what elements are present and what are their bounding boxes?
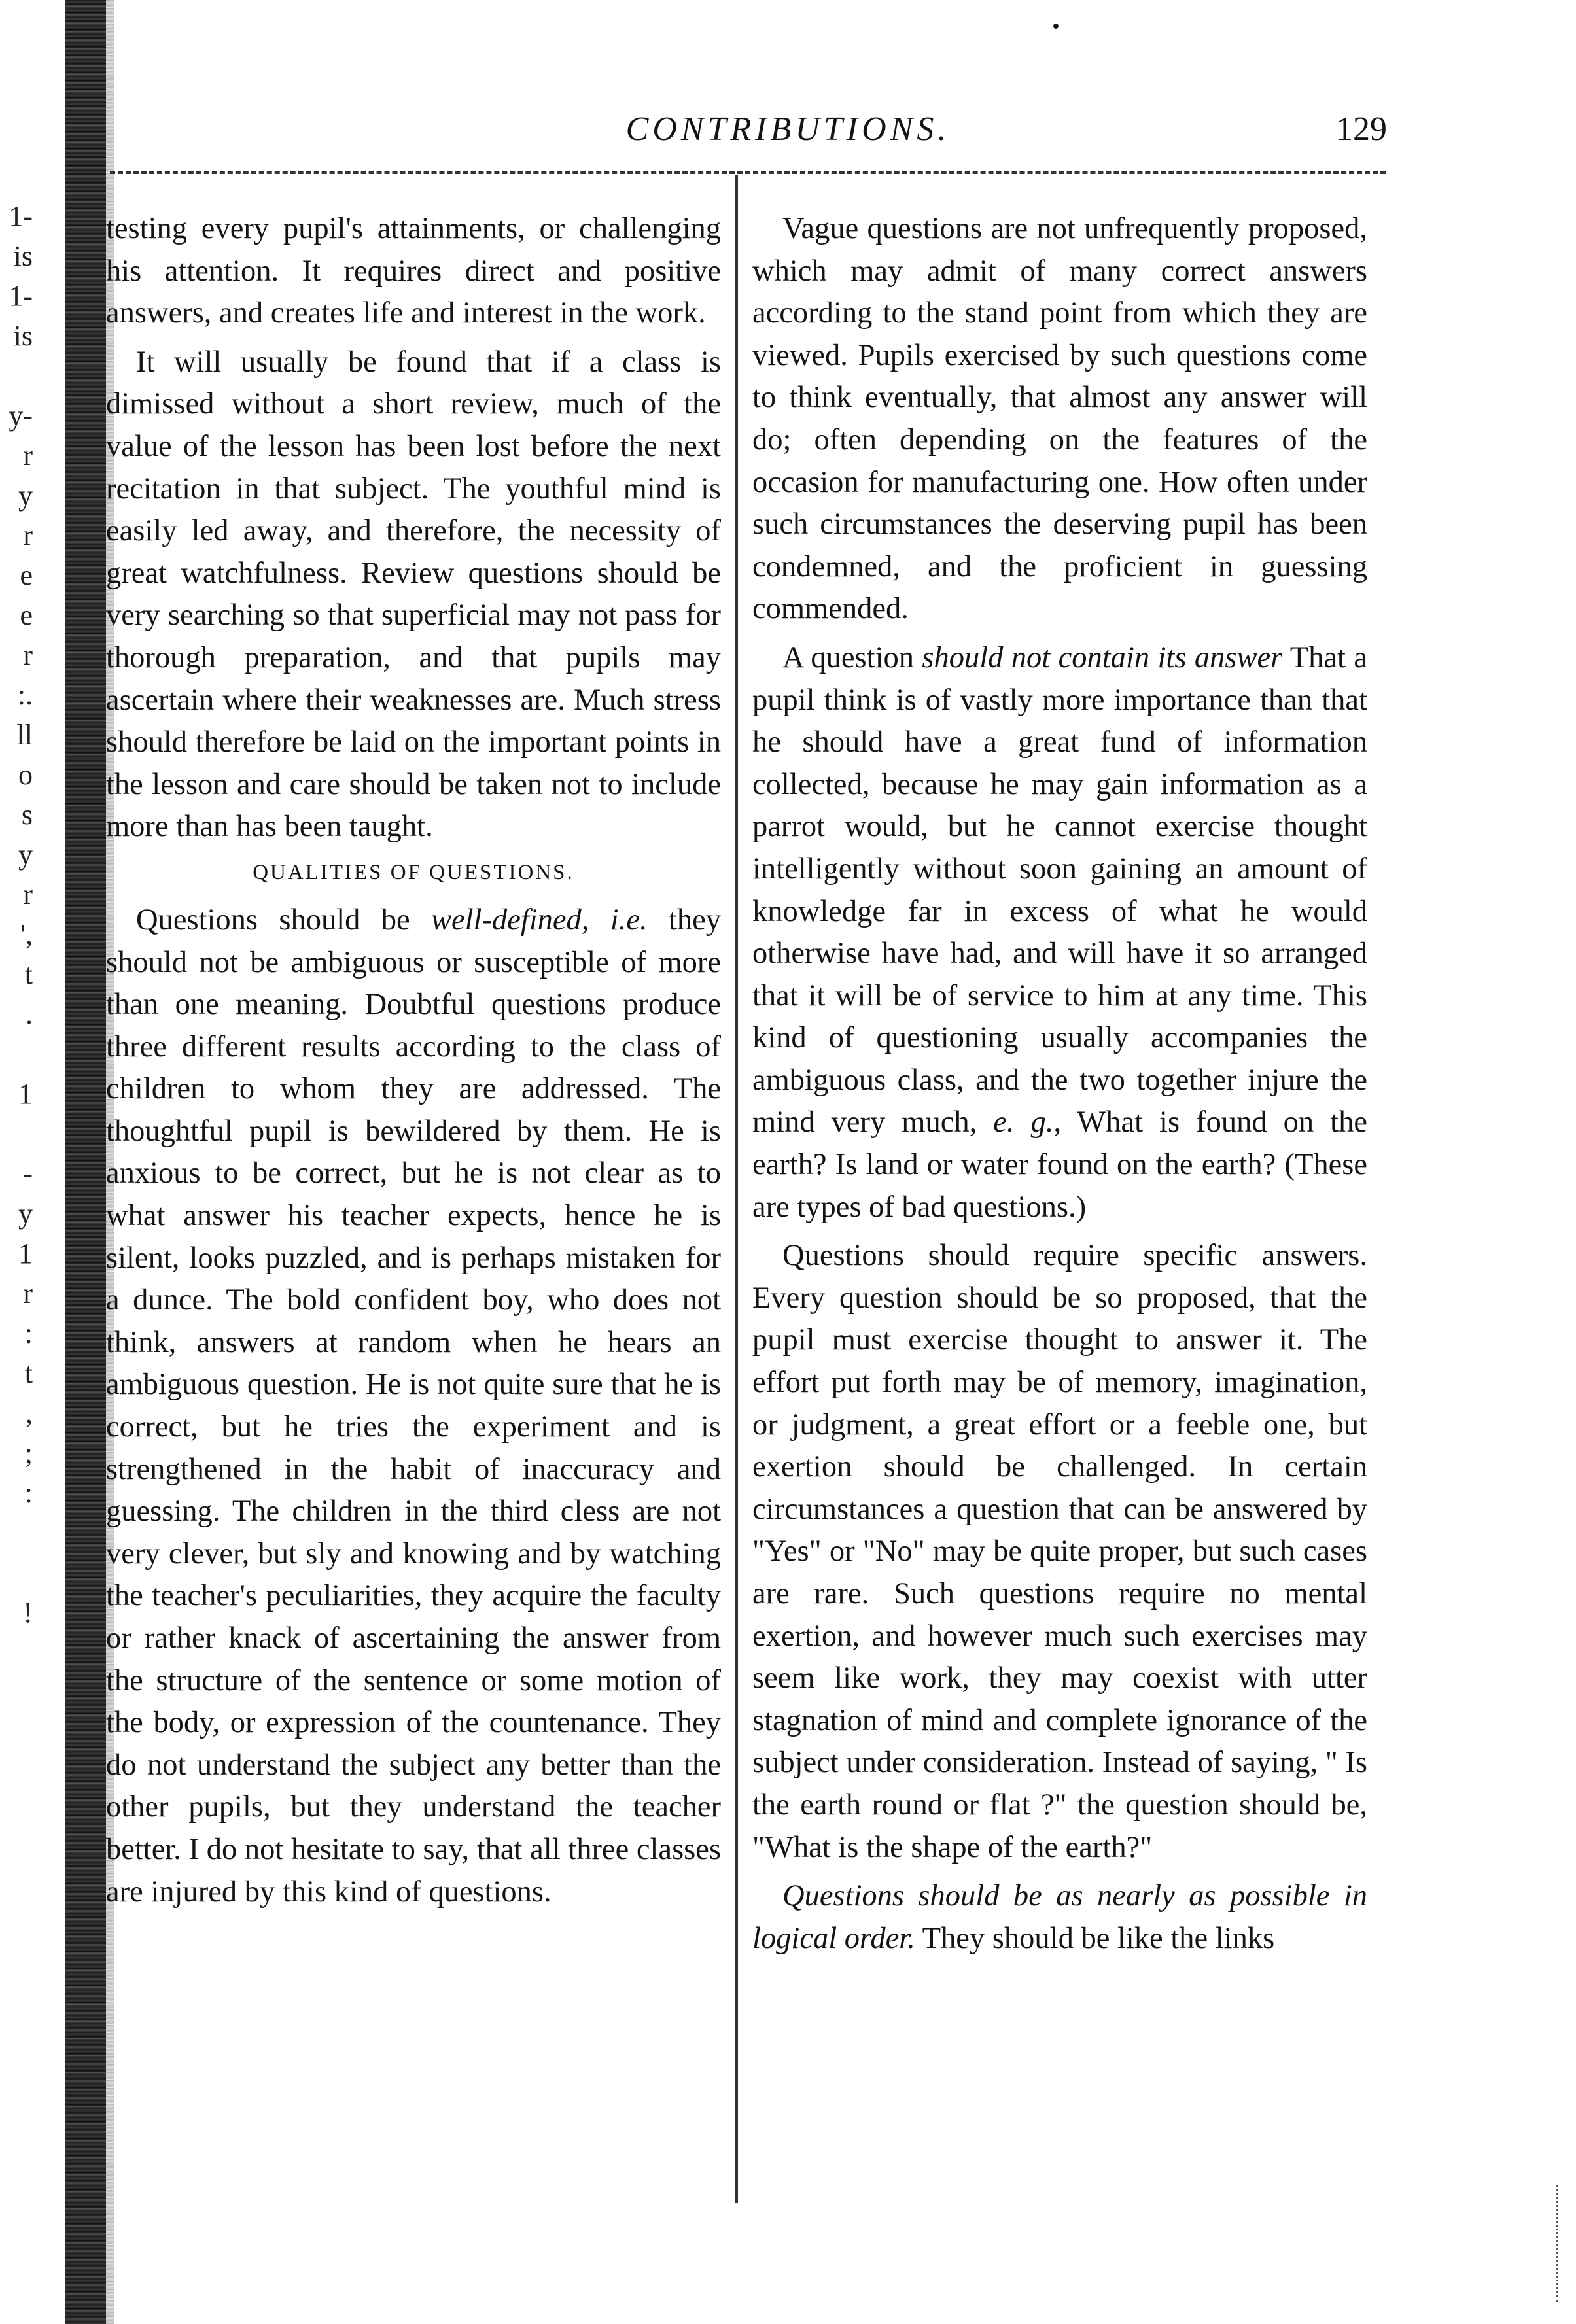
margin-fragment: t (24, 1357, 33, 1389)
right-paragraph-2 (752, 637, 1367, 1228)
page-number: 129 (1336, 111, 1387, 148)
margin-fragment: r (23, 639, 33, 671)
margin-fragment: : (24, 1317, 33, 1349)
margin-fragment: : (24, 1477, 33, 1509)
margin-fragment: 1 (18, 1078, 33, 1110)
margin-fragment: ; (24, 1437, 33, 1469)
margin-fragment: o (18, 759, 33, 791)
header-rule (110, 171, 1386, 174)
facing-page-margin-fragments (0, 196, 39, 1712)
text-run: That a pupil think is of vastly more importance than that he should have a great fund of information collected, because he may gain information as a parrot would, but he cannot exercise thought intelligently without soon gaining an amount of knowledge far in excess of what he would otherwise have had, and will have it so arranged that it will be of service to him at any time. This kind of questioning usually accompanies the ambiguous class, and the two together injure the mind very much, (752, 640, 1367, 1139)
margin-fragment: s (21, 799, 33, 831)
margin-fragment: 1- (9, 200, 33, 232)
margin-fragment: 1- (9, 280, 33, 312)
margin-fragment (0, 1114, 39, 1154)
page-edge-marks (1556, 2185, 1564, 2302)
margin-fragment: ! (23, 1597, 33, 1629)
running-head-title: CONTRIBUTIONS. (625, 111, 951, 148)
emphasis-text: well-defined, i.e. (430, 903, 648, 937)
margin-fragment: . (26, 998, 33, 1030)
text-run: A question (782, 640, 922, 674)
text-run: Questions should be (136, 903, 431, 937)
margin-fragment (0, 356, 39, 396)
margin-fragment: r (23, 1277, 33, 1309)
section-heading: QUALITIES OF QUESTIONS. (253, 860, 574, 884)
left-paragraph-3 (106, 899, 721, 1913)
right-paragraph-4 (752, 1875, 1367, 1960)
margin-fragment (0, 1633, 39, 1673)
text-run: They should be like the links (915, 1921, 1275, 1955)
left-paragraph-2: It will usually be found that if a class is dimissed without a short review, much of the value of the lesson has been lost before the next recitation in that subject. The youthful mind is easily led away, and therefore, the necessity of great watchfulness. Review questions should be very searching so that superficial may not pass for thorough preparation, and that pupils may ascertain where their weaknesses are. Much stress should therefore be laid on the important points in the lesson and care should be taken not to include more than has been taught. (106, 345, 721, 844)
margin-fragment: y (18, 479, 33, 512)
margin-fragment: r (23, 878, 33, 911)
header-ink-dot: • (1052, 14, 1060, 39)
book-binding-gutter (65, 0, 106, 2324)
margin-fragment: y- (9, 400, 33, 432)
emphasis-text: Questions should be as nearly as possible in logical order. (752, 1879, 1367, 1955)
margin-fragment: r (23, 440, 33, 472)
margin-fragment: e (20, 599, 33, 631)
text-run: they should not be ambiguous or susceptible of more than one meaning. Doubtful questions produce three different results according to the class of children to whom they are addressed. The thoughtful pupil is bewildered by them. He is anxious to be correct, but he is not clear as to what answer his teacher expects, hence he is silent, looks puzzled, and is perhaps mistaken for a dunce. The bold confident boy, who does not think, answers at random when he hears an ambiguous question. He is not quite sure that he is correct, but he tries the experiment and is strengthened in the habit of inaccuracy and guessing. The children in the third cless are not very clever, but sly and knowing and by watching the teacher's peculiarities, they acquire the faculty or rather knack of ascertaining the answer from the structure of the sentence or some motion of the body, or expression of the countenance. They do not understand the subject any better than the other pupils, but they understand the teacher better. I do not hesitate to say, that all three classes are injured by this kind of questions. (106, 903, 722, 1909)
margin-fragment (0, 1553, 39, 1593)
left-paragraph-1: testing every pupil's attainments, or challenging his attention. It requires direct and positive answers, and creates life and interest in the work. (106, 212, 721, 330)
emphasis-text: should not contain its answer (922, 640, 1283, 674)
margin-fragment (0, 1034, 39, 1074)
margin-fragment: 1 (18, 1238, 33, 1270)
margin-fragment: r (23, 519, 33, 551)
margin-fragment: is (13, 320, 33, 352)
margin-fragment: ', (20, 918, 33, 950)
margin-fragment: is (13, 240, 33, 272)
column-divider (735, 175, 738, 2203)
right-paragraph-1: Vague questions are not unfrequently proposed, which may admit of many correct answers according to the stand point from which they are viewed. Pupils exercised by such questions come to think eventually, that almost any answer will do; often depending on the features of the occasion for manufacturing one. How often under such circumstances the deserving pupil has been condemned, and the proficient in guessing commended. (752, 212, 1367, 626)
margin-fragment: y (18, 839, 33, 871)
margin-fragment: , (26, 1397, 33, 1429)
margin-fragment: :. (17, 679, 33, 711)
margin-fragment: e (20, 559, 33, 591)
margin-fragment: - (23, 1158, 33, 1190)
text-run: , What is found on the earth? Is land or water found on the earth? (These are types of bad questions.) (752, 1105, 1367, 1224)
margin-fragment: t (24, 958, 33, 990)
emphasis-text: e. g. (993, 1105, 1054, 1139)
margin-fragment (0, 1673, 39, 1712)
right-paragraph-3: Questions should require specific answers. Every question should be so proposed, that the pupil must exercise thought to answer it. The effort put forth may be of memory, imagination, or judgment, a great effort or a feeble one, but exertion should be challenged. In certain circumstances a question that can be answered by "Yes" or "No" may be quite proper, but such cases are rare. Such questions require no mental exertion, and however much such exercises may seem like work, they may coexist with utter stagnation of mind and complete ignorance of the subject under consideration. Instead of saying, " Is the earth round or flat ?" the question should be, "What is the shape of the earth?" (752, 1239, 1367, 1864)
margin-fragment: y (18, 1198, 33, 1230)
right-column (752, 208, 1367, 1966)
margin-fragment: ll (16, 719, 33, 751)
margin-fragment (0, 1513, 39, 1553)
left-column (106, 208, 721, 1920)
